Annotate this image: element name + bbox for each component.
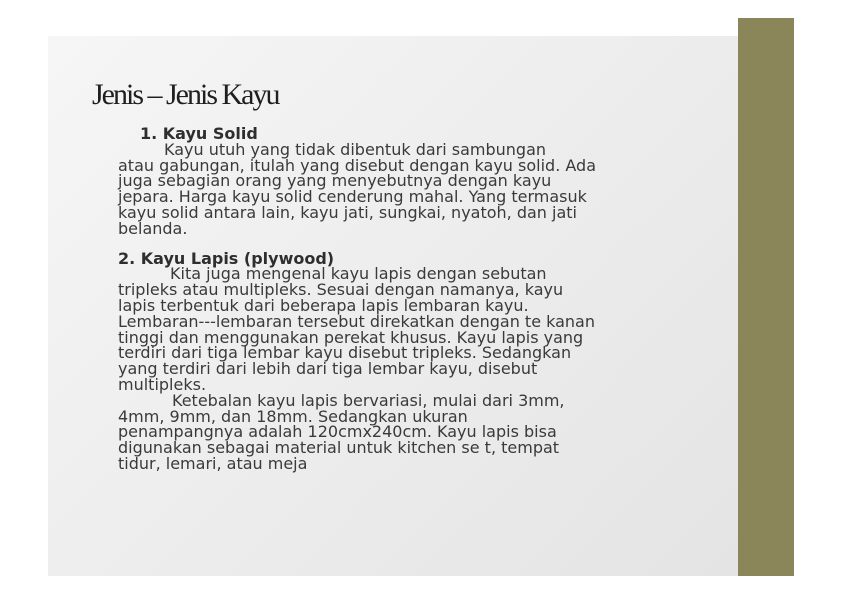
- paragraph-line: digunakan sebagai material untuk kitchen se t, tempat: [118, 438, 560, 458]
- section-heading-kayu-lapis: 2. Kayu Lapis (plywood): [118, 248, 335, 268]
- paragraph-line: 4mm, 9mm, dan 18mm. Sedangkan ukuran: [118, 406, 468, 426]
- paragraph-line: Kayu utuh yang tidak dibentuk dari sambungan: [164, 139, 547, 159]
- section-heading-kayu-solid: 1. Kayu Solid: [140, 124, 258, 143]
- paragraph-line: Ketebalan kayu lapis bervariasi, mulai dari 3mm,: [172, 390, 565, 410]
- paragraph-line: tripleks atau multipleks. Sesuai dengan namanya, kayu: [118, 280, 564, 300]
- paragraph-line: terdiri dari tiga lembar kayu disebut tripleks. Sedangkan: [118, 343, 572, 363]
- paragraph-line: penampangnya adalah 120cmx240cm. Kayu lapis bisa: [118, 422, 557, 442]
- paragraph-line: Lembaran---lembaran tersebut direkatkan dengan te kanan: [118, 311, 595, 331]
- accent-sidebar: [738, 18, 794, 576]
- paragraph-line: Kita juga mengenal kayu lapis dengan sebutan: [170, 264, 547, 284]
- paragraph-line: belanda.: [118, 218, 188, 238]
- paragraph-line: tinggi dan menggunakan perekat khusus. Kayu lapis yang: [118, 327, 584, 347]
- paragraph-line: juga sebagian orang yang menyebutnya dengan kayu: [118, 171, 552, 191]
- paragraph-line: yang terdiri dari lebih dari tiga lembar kayu, disebut: [118, 359, 538, 379]
- slide-content: [118, 126, 718, 472]
- paragraph-line: lapis terbentuk dari beberapa lapis lembaran kayu.: [118, 295, 529, 315]
- paragraph-line: multipleks.: [118, 374, 207, 394]
- paragraph-line: jepara. Harga kayu solid cenderung mahal. Yang termasuk: [118, 187, 587, 207]
- slide-title: Jenis – Jenis Kayu: [92, 78, 279, 111]
- paragraph-line: atau gabungan, itulah yang disebut dengan kayu solid. Ada: [118, 155, 596, 175]
- paragraph-line: tidur, lemari, atau meja: [118, 453, 308, 473]
- paragraph-line: kayu solid antara lain, kayu jati, sungkai, nyatoh, dan jati: [118, 202, 577, 222]
